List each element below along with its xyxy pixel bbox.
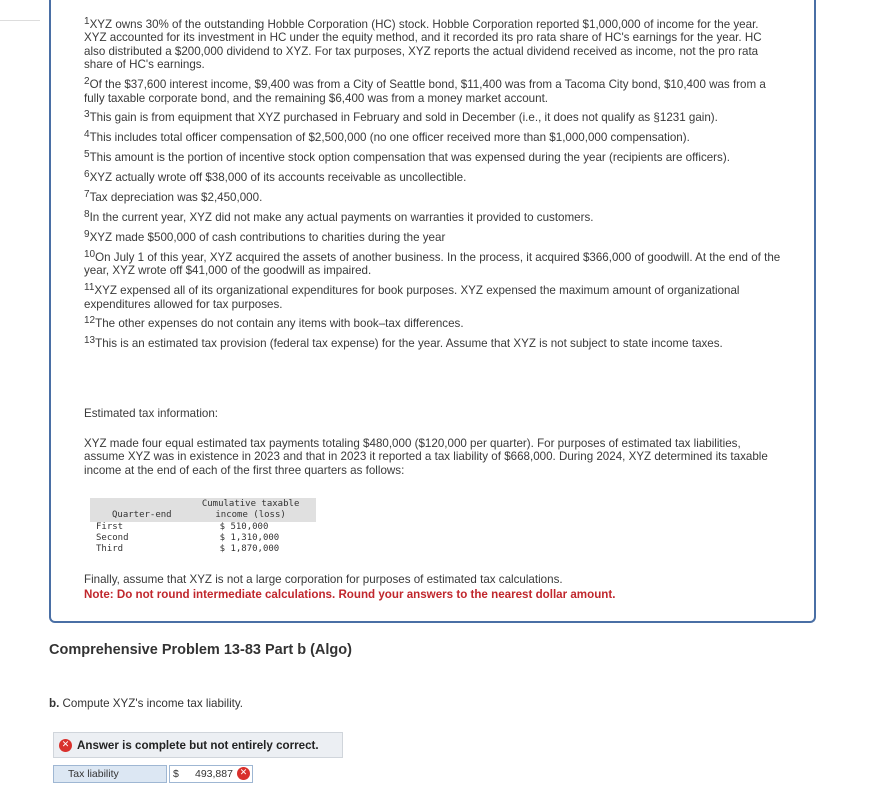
footnote	[84, 228, 784, 244]
cumulative-income-table	[90, 498, 316, 555]
footnote-text: XYZ actually wrote off $38,000 of its accounts receivable as uncollectible.	[89, 171, 467, 185]
table-row	[90, 544, 316, 555]
footnote	[84, 131, 784, 144]
table-row	[90, 522, 316, 533]
footnote-text: Of the $37,600 interest income, $9,400 was from a City of Seattle bond, $11,400 was from a Tacoma City bond, $10,400 was from a fully taxable corporate bond, and the remaining $6,400 was from a money market account.	[84, 78, 766, 105]
col-header-quarter-end: Quarter-end	[90, 498, 186, 522]
footnote-number: 3	[84, 109, 90, 121]
incorrect-x-icon: ✕	[237, 767, 250, 780]
question	[49, 697, 243, 710]
footnote	[84, 208, 784, 224]
footnote	[84, 18, 784, 72]
question-label: b.	[49, 697, 60, 710]
quarter-cell: Second	[96, 533, 129, 543]
footnote-number: 11	[84, 282, 95, 294]
x-circle-icon: ✕	[59, 739, 72, 752]
currency-symbol: $	[173, 768, 179, 780]
part-title: Comprehensive Problem 13-83 Part b (Algo)	[49, 642, 352, 658]
tax-liability-value: 493,887	[195, 768, 233, 780]
footnote-text: The other expenses do not contain any items with book–tax differences.	[95, 317, 464, 331]
footnote-number: 1	[84, 16, 90, 27]
footnote-text: This amount is the portion of incentive stock option compensation that was expensed during the year (recipients are officers).	[89, 151, 730, 165]
footnote-number: 12	[84, 315, 96, 327]
footnote-number: 5	[84, 149, 90, 161]
footnote	[84, 111, 784, 124]
footnote-number: 8	[84, 208, 90, 220]
estimated-tax-heading: Estimated tax information:	[84, 407, 219, 420]
col-header-line: Cumulative taxable	[201, 499, 300, 509]
quarter-cell: First	[96, 522, 124, 532]
income-cell: $ 1,310,000	[219, 533, 280, 543]
footnote-text: Tax depreciation was $2,450,000.	[89, 191, 263, 205]
answer-status-text: Answer is complete but not entirely correct.	[77, 739, 319, 752]
footnote-number: 2	[84, 76, 90, 88]
footnote-text: This includes total officer compensation of $2,500,000 (no one officer received more than $1,000,000 compensation).	[89, 131, 690, 145]
footnote-text: This is an estimated tax provision (federal tax expense) for the year. Assume that XYZ is not subject to state income taxes.	[95, 337, 723, 351]
large-corporation-note: Finally, assume that XYZ is not a large corporation for purposes of estimated tax calculations.	[84, 573, 563, 586]
footnote	[84, 317, 784, 330]
estimated-tax-body: XYZ made four equal estimated tax payments totaling $480,000 ($120,000 per quarter). For purposes of estimated tax liabilities, assume XYZ was in existence in 2023 and that in 2023 it reported a tax liability of $668,000. During 2024, XYZ determined its taxable income at the end of each of the first three quarters as follows:	[84, 437, 768, 477]
footnote-text: On July 1 of this year, XYZ acquired the assets of another business. In the process, it acquired $366,000 of goodwill. At the end of the year, XYZ wrote off $41,000 of the goodwill as impaired.	[84, 250, 781, 278]
footnote-text: XYZ made $500,000 of cash contributions to charities during the year	[89, 230, 446, 244]
footnote	[84, 171, 784, 184]
footnote-text: In the current year, XYZ did not make any actual payments on warranties it provided to customers.	[89, 210, 594, 224]
footnote-number: 6	[84, 169, 90, 181]
footnote-number: 7	[84, 189, 90, 201]
table-row	[90, 533, 316, 544]
footnote	[84, 337, 784, 350]
footnote-number: 10	[84, 248, 96, 260]
col-header-line: income (loss)	[215, 510, 286, 520]
footnote	[84, 248, 784, 278]
tax-liability-label: Tax liability	[53, 765, 167, 783]
quarter-cell: Third	[96, 544, 124, 554]
footnote	[84, 151, 784, 164]
footnote-number: 4	[84, 129, 90, 141]
footnote	[84, 78, 784, 105]
footnote	[84, 284, 784, 311]
answer-status-banner	[53, 732, 343, 758]
footnote-number: 9	[84, 228, 90, 240]
footnote	[84, 191, 784, 204]
income-cell: $ 510,000	[219, 522, 269, 532]
footnote-text: XYZ owns 30% of the outstanding Hobble Corporation (HC) stock. Hobble Corporation reported $1,000,000 of income for the year. XYZ accounted for its investment in HC under the equity method, and it recorded its pro rata share of HC's earnings for the year. HC also distributed a $200,000 dividend to XYZ. For tax purposes, XYZ reports the actual dividend received as income, not the pro rata share of HC's earnings.	[84, 18, 762, 72]
income-cell: $ 1,870,000	[219, 544, 280, 554]
question-text: Compute XYZ's income tax liability.	[62, 697, 244, 710]
footnote-number: 13	[84, 335, 96, 347]
footnotes	[84, 18, 784, 357]
rounding-note: Note: Do not round intermediate calculations. Round your answers to the nearest dollar amount.	[84, 588, 616, 601]
col-header-cumulative-income	[186, 498, 316, 522]
footnote-text: This gain is from equipment that XYZ purchased in February and sold in December (i.e., it does not qualify as §1231 gain).	[89, 111, 718, 125]
top-divider	[0, 0, 40, 21]
footnote-text: XYZ expensed all of its organizational expenditures for book purposes. XYZ expensed the maximum amount of organizational expenditures allowed for tax purposes.	[84, 284, 740, 311]
